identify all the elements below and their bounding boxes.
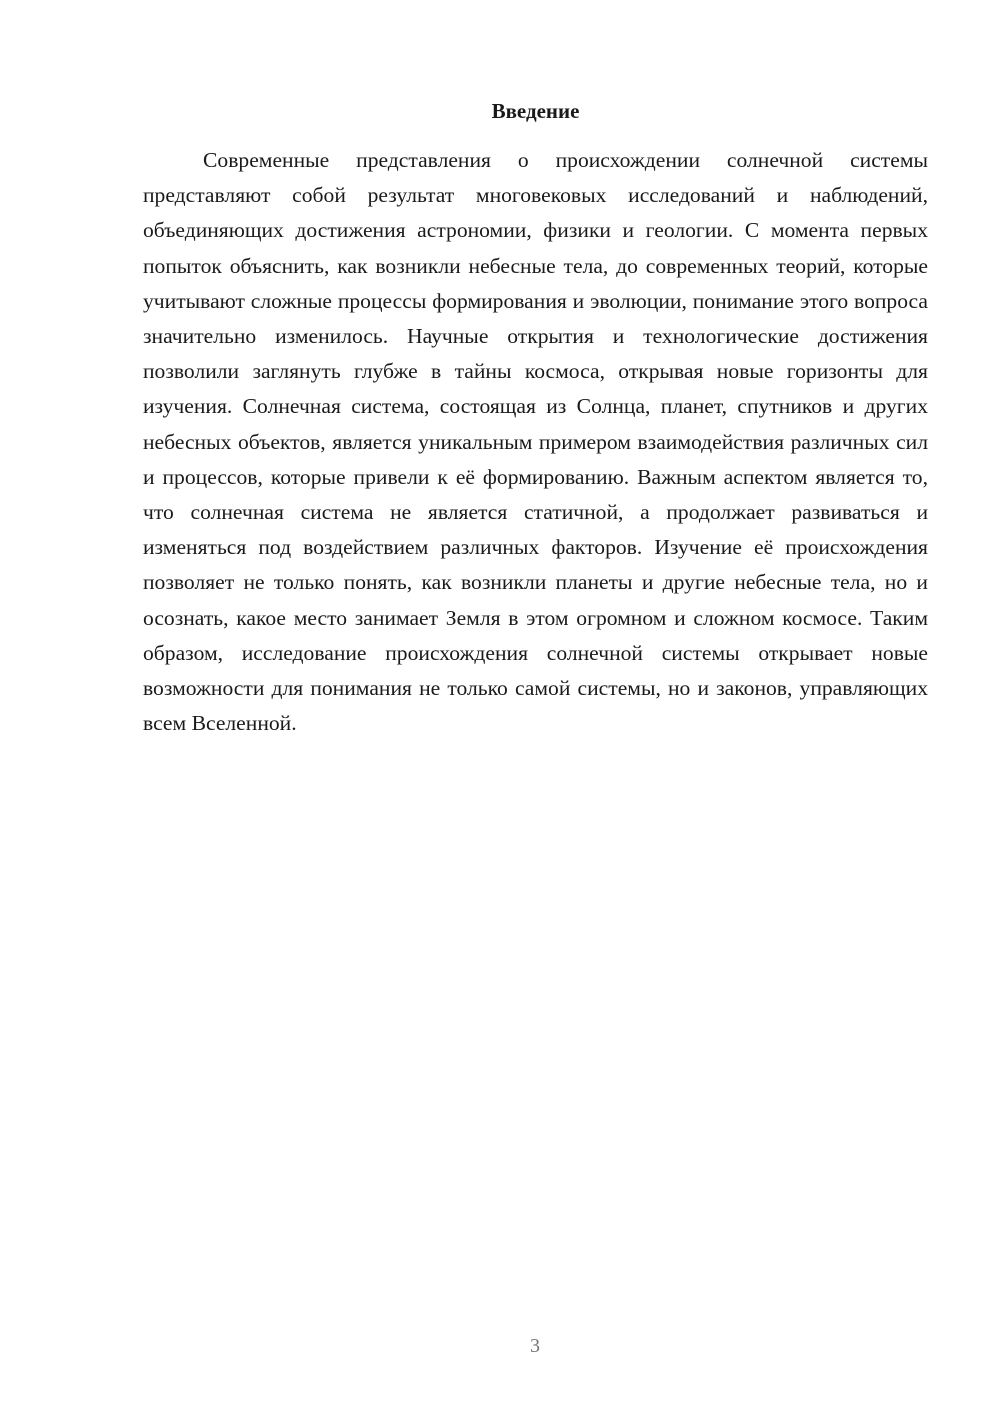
body-paragraph: Современные представления о происхождении солнечной системы представляют собой результат многовековых исследований и наблюдений, объединяющих достижения астрономии, физики и геологии. С момента первых попыток объяснить, как возникли небесные тела, до современных теорий, которые учитывают сложные процессы формирования и эволюции, понимание этого вопроса значительно изменилось. Научные открытия и технологические достижения позволили заглянуть глубже в тайны космоса, открывая новые горизонты для изучения. Солнечная система, состоящая из Солнца, планет, спутников и других небесных объектов, является уникальным примером взаимодействия различных сил и процессов, которые привели к её формированию. Важным аспектом является то, что солнечная система не является статичной, а продолжает развиваться и изменяться под воздействием различных факторов. Изучение её происхождения позволяет не только понять, как возникли планеты и другие небесные тела, но и осознать, какое место занимает Земля в этом огромном и сложном космосе. Таким образом, исследование происхождения солнечной системы открывает новые возможности для понимания не только самой системы, но и законов, управляющих всем Вселенной. <box>143 148 928 736</box>
page-number: 3 <box>530 1335 540 1357</box>
section-heading: Введение <box>491 99 580 123</box>
